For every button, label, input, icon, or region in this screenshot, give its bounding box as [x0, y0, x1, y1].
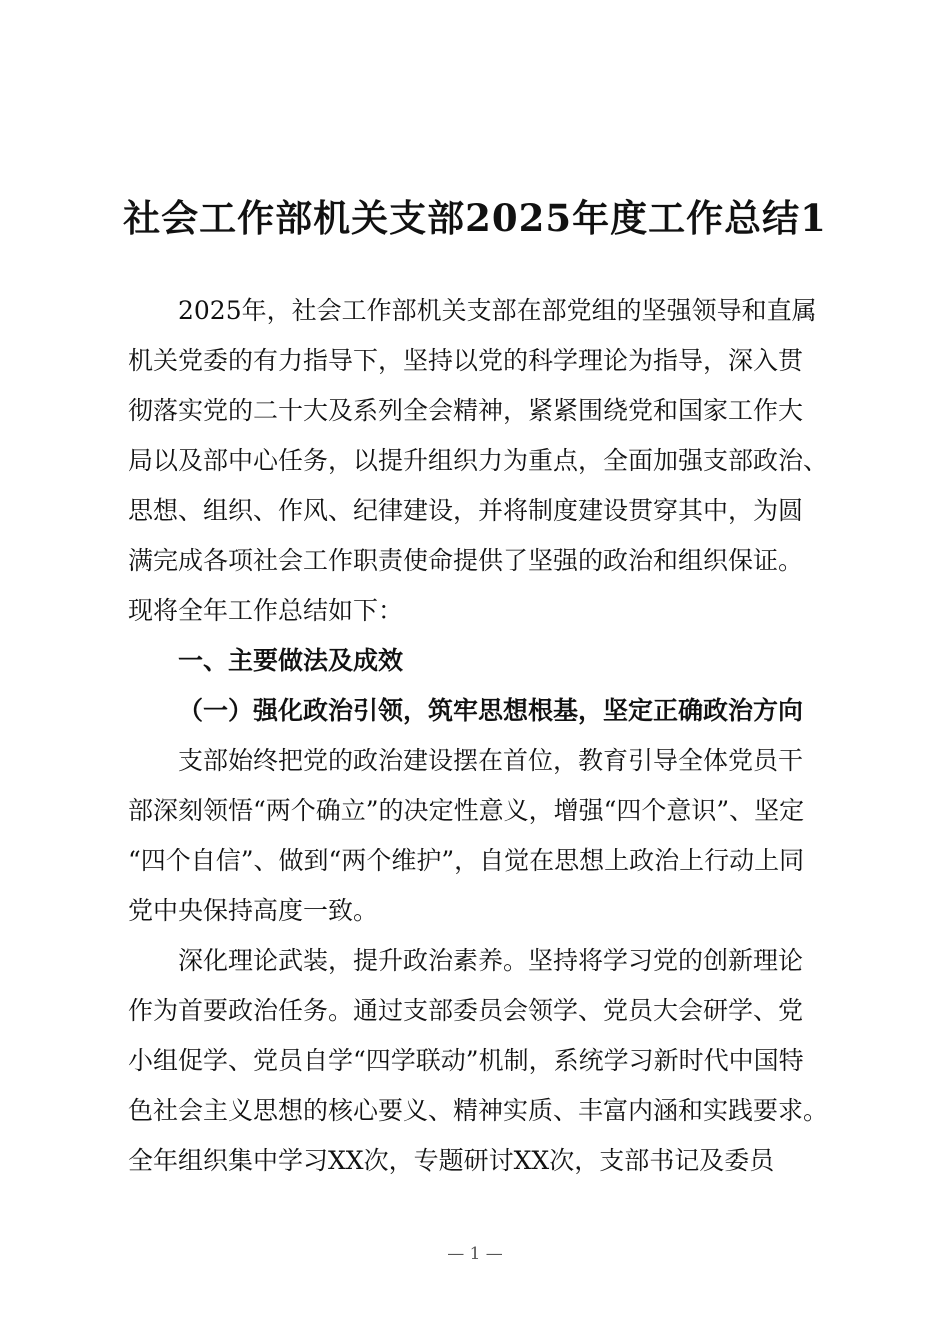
paragraph-line: 彻落实党的二十大及系列全会精神，紧紧围绕党和国家工作大 — [128, 396, 804, 425]
paragraph-line: 现将全年工作总结如下： — [128, 596, 404, 625]
paragraph-line: 局以及部中心任务，以提升组织力为重点，全面加强支部政治、 — [128, 446, 829, 475]
paragraph-line: 满完成各项社会工作职责使命提供了坚强的政治和组织保证。 — [128, 546, 804, 575]
paragraph-line: 思想、组织、作风、纪律建设，并将制度建设贯穿其中，为圆 — [128, 496, 804, 525]
subsection-heading: （一）强化政治引领，筑牢思想根基，坚定正确政治方向 — [178, 696, 804, 725]
paragraph-line: 作为首要政治任务。通过支部委员会领学、党员大会研学、党 — [128, 996, 804, 1025]
page-number: — 1 — — [447, 1244, 503, 1264]
paragraph-line: 2025年，社会工作部机关支部在部党组的坚强领导和直属 — [178, 296, 817, 325]
paragraph-line: 机关党委的有力指导下，坚持以党的科学理论为指导，深入贯 — [128, 346, 804, 375]
paragraph-line: 小组促学、党员自学“四学联动”机制，系统学习新时代中国特 — [128, 1046, 804, 1075]
paragraph-line: 深化理论武装，提升政治素养。坚持将学习党的创新理论 — [178, 946, 804, 975]
paragraph-line: 部深刻领悟“两个确立”的决定性意义，增强“四个意识”、坚定 — [128, 796, 805, 825]
section-heading: 一、主要做法及成效 — [178, 646, 404, 675]
document-title: 社会工作部机关支部2025年度工作总结1 — [123, 196, 827, 240]
paragraph-line: “四个自信”、做到“两个维护”，自觉在思想上政治上行动上同 — [128, 846, 805, 875]
paragraph-line: 色社会主义思想的核心要义、精神实质、丰富内涵和实践要求。 — [128, 1096, 829, 1125]
paragraph-line: 党中央保持高度一致。 — [128, 896, 379, 925]
paragraph-line: 支部始终把党的政治建设摆在首位，教育引导全体党员干 — [178, 746, 804, 775]
paragraph-line: 全年组织集中学习XX次，专题研讨XX次，支部书记及委员 — [128, 1146, 775, 1175]
